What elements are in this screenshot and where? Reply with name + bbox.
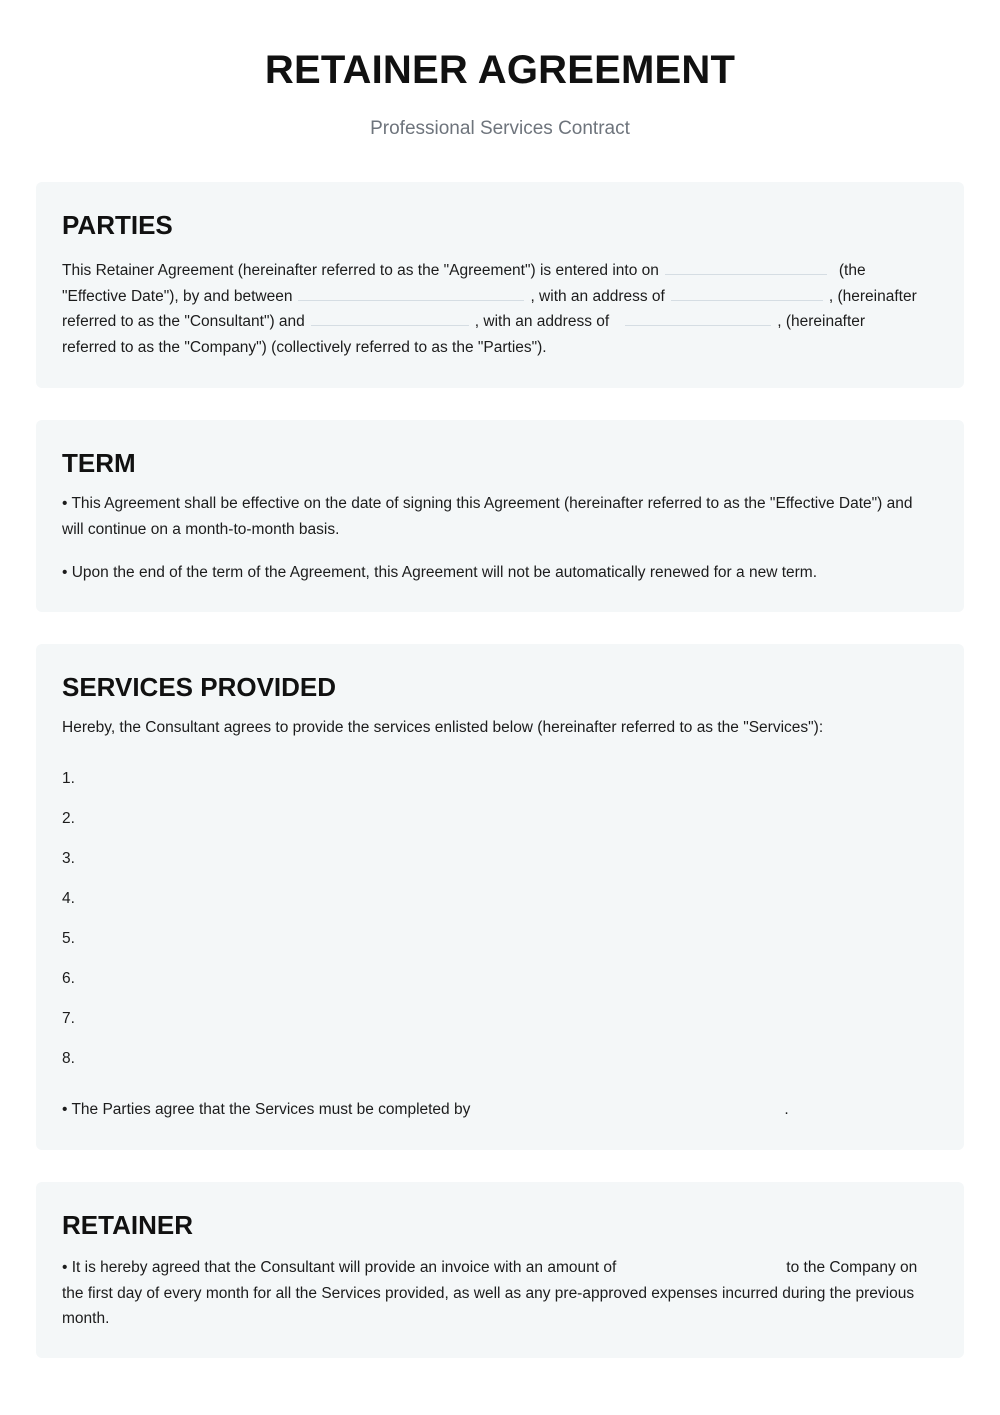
retainer-text-1: • It is hereby agreed that the Consultant will provide an invoice with an amount of <box>62 1259 617 1276</box>
term-heading: TERM <box>62 448 136 478</box>
services-heading: SERVICES PROVIDED <box>62 672 337 702</box>
company-name-field[interactable] <box>311 309 469 326</box>
completion-suffix: . <box>784 1101 789 1118</box>
term-bullet-2: • Upon the end of the term of the Agreement, this Agreement will not be automatically renewed for a new term. <box>62 564 817 581</box>
service-item-6[interactable]: 6. <box>62 970 75 987</box>
retainer-paragraph <box>62 1255 922 1332</box>
invoice-amount-field[interactable] <box>616 1256 786 1272</box>
service-item-8[interactable]: 8. <box>62 1050 75 1067</box>
document-title: RETAINER AGREEMENT <box>264 48 736 92</box>
services-section <box>36 644 964 1150</box>
parties-text-3: , with an address of <box>530 287 665 305</box>
service-item-7[interactable]: 7. <box>62 1010 75 1027</box>
completion-date-field[interactable] <box>470 1098 784 1114</box>
parties-heading: PARTIES <box>62 210 173 240</box>
completion-prefix: • The Parties agree that the Services must be completed by <box>62 1101 471 1118</box>
parties-section <box>36 182 964 388</box>
parties-paragraph <box>62 258 922 360</box>
service-item-2[interactable]: 2. <box>62 810 75 827</box>
term-bullet-1: • This Agreement shall be effective on the date of signing this Agreement (hereinafter referred to as the "Effective Date") and will continue on a month-to-month basis. <box>62 495 913 538</box>
effective-date-field[interactable] <box>665 258 827 275</box>
parties-text-6: , (hereinafter referred to as the "Company") (collectively referred to as the "Parties"). <box>62 313 866 356</box>
retainer-text-2: to the Company on the first day of every month for all the Services provided, as well as any pre-approved expenses incurred during the previous month. <box>62 1259 918 1327</box>
consultant-address-field[interactable] <box>671 284 823 301</box>
parties-text-4: , (hereinafter referred to as the "Consultant") and <box>62 287 917 330</box>
service-item-3[interactable]: 3. <box>62 850 75 867</box>
services-completion <box>62 1097 922 1123</box>
company-address-field[interactable] <box>625 309 771 326</box>
retainer-section <box>36 1182 964 1358</box>
parties-text-1: This Retainer Agreement (hereinafter referred to as the "Agreement") is entered into on <box>62 262 659 279</box>
parties-text-2: (the "Effective Date"), by and between <box>62 262 866 305</box>
consultant-name-field[interactable] <box>298 284 524 301</box>
service-item-5[interactable]: 5. <box>62 930 75 947</box>
term-section <box>36 420 964 612</box>
service-item-4[interactable]: 4. <box>62 890 75 907</box>
parties-text-5: , with an address of <box>474 313 610 330</box>
service-item-1[interactable]: 1. <box>62 770 75 787</box>
services-intro: Hereby, the Consultant agrees to provide the services enlisted below (hereinafter referred to as the "Services"): <box>62 719 824 736</box>
document-subtitle: Professional Services Contract <box>370 118 630 139</box>
retainer-heading: RETAINER <box>62 1210 193 1240</box>
